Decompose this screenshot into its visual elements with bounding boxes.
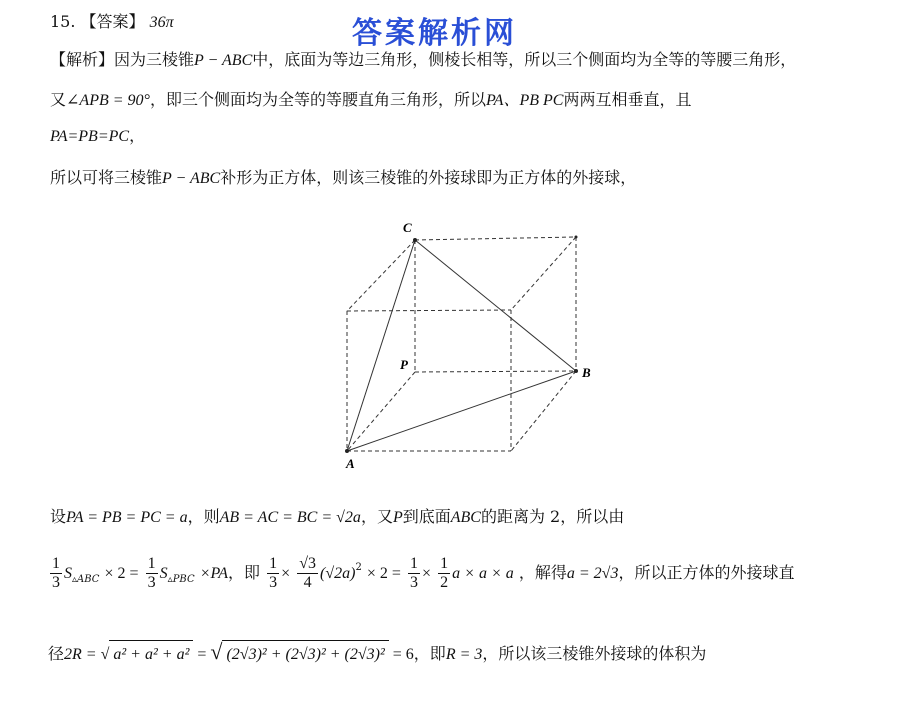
fraction: $\frac{√3}{4}$ (299, 555, 316, 591)
step-text: ，解得 (518, 563, 567, 582)
answer-header (50, 12, 174, 33)
answer-value: 36π (149, 14, 174, 31)
math-expr: ×PA (199, 565, 228, 582)
analysis-line-1 (50, 50, 796, 71)
math-expr: a = 2√3 (566, 565, 619, 582)
step-text: ，即 (227, 563, 260, 582)
step-text: ，则 (187, 507, 220, 526)
sqrt-sign: √ (210, 639, 223, 664)
math-expr: PA = PB = PC = a (66, 509, 188, 526)
step-text: ，又 (360, 507, 393, 526)
step-text: ，所以正方体的外接球直 (618, 563, 795, 582)
analysis-text: 因为三棱锥 (114, 50, 195, 69)
step-text: 径 (48, 644, 65, 663)
subscript: ▵ABC (72, 574, 100, 585)
math-expr: P (392, 509, 403, 526)
math-op: × (281, 565, 291, 582)
fraction: $\frac{1}{3}$ (147, 555, 156, 591)
math-expr: 2R = (64, 646, 101, 663)
solution-step-2 (48, 555, 794, 605)
analysis-text: 中，底面为等边三角形，侧棱长相等，所以三个侧面均为全等的等腰三角形， (252, 50, 797, 69)
label-a: A (346, 456, 355, 471)
area-symbol: S (64, 565, 72, 582)
analysis-text: 所以可将三棱锥 (50, 168, 163, 187)
fraction: $\frac{1}{3}$ (410, 555, 419, 591)
math-op: = 6 (388, 646, 414, 663)
cube-corner-dot (575, 236, 578, 239)
math-expr: ABC (450, 509, 481, 526)
math-op: × 2 = (104, 565, 139, 582)
math-expr: PA=PB=PC (50, 128, 130, 145)
math-expr: PA、PB PC (485, 92, 564, 109)
step-text: 设 (50, 507, 67, 526)
analysis-text: 又 (50, 90, 67, 109)
analysis-text: 补形为正方体，则该三棱锥的外接球即为正方体的外接球， (220, 168, 637, 187)
analysis-text: ， (129, 126, 146, 145)
area-symbol: S (159, 565, 168, 582)
math-op: × 2 = (366, 565, 401, 582)
sqrt-sign: √ (100, 646, 110, 663)
fraction: $\frac{1}{2}$ (440, 555, 449, 591)
vertex-a-dot (345, 449, 349, 453)
math-expr: P − ABC (162, 170, 221, 187)
watermark-text: 答案解析网 (352, 16, 517, 51)
pyramid-solid-edges (347, 240, 576, 451)
math-expr: ∠APB = 90° (66, 92, 150, 109)
math-expr: P − ABC (194, 52, 253, 69)
step-text: ，即 (413, 644, 446, 663)
math-op: = (193, 646, 211, 663)
math-expr: AB = AC = BC = √2a (219, 509, 361, 526)
vertex-c-dot (413, 238, 417, 242)
math-expr: R = 3 (445, 646, 483, 663)
subscript: ▵PBC (167, 574, 195, 585)
fraction: $\frac{1}{3}$ (269, 555, 278, 591)
label-b: B (582, 365, 591, 380)
analysis-line-4 (50, 168, 636, 189)
radicand: a² + a² + a² (109, 640, 193, 665)
label-c: C (403, 220, 412, 235)
cube-figure (330, 215, 600, 475)
math-expr: a × a × a (452, 565, 514, 582)
solution-step-1 (50, 507, 624, 528)
analysis-tag: 【解析】 (50, 50, 115, 69)
answer-tag: 【答案】 (80, 12, 145, 31)
vertex-b-dot (574, 369, 578, 373)
analysis-text: 两两互相垂直，且 (563, 90, 692, 109)
math-expr: (√2a) (320, 565, 356, 582)
step-text: 的距离为 2，所以由 (480, 507, 625, 526)
analysis-line-3 (50, 126, 145, 147)
solution-step-3 (48, 640, 706, 690)
radicand: (2√3)² + (2√3)² + (2√3)² (222, 640, 388, 665)
analysis-line-2 (50, 90, 691, 111)
question-number: 15. (50, 12, 76, 31)
step-text: ，所以该三棱锥外接球的体积为 (482, 644, 707, 663)
step-text: 到底面 (402, 507, 451, 526)
math-op: × (422, 565, 432, 582)
label-p: P (400, 357, 408, 372)
fraction: $\frac{1}{3}$ (52, 555, 60, 591)
analysis-text: ，即三个侧面均为全等的等腰直角三角形，所以 (149, 90, 486, 109)
superscript: 2 (355, 562, 362, 573)
